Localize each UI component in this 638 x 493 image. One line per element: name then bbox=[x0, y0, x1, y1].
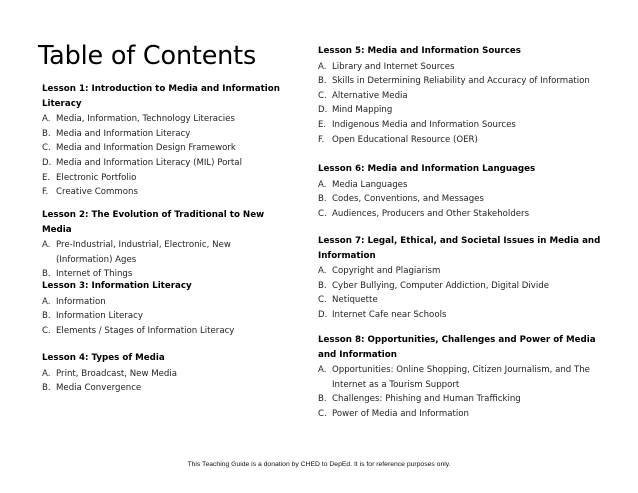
item-text: Skills in Determining Reliability and Accuracy of Information bbox=[332, 76, 590, 87]
list-item bbox=[318, 60, 614, 75]
item-letter: C. bbox=[42, 143, 51, 154]
item-text: Alternative Media bbox=[332, 90, 408, 101]
item-letter: B. bbox=[42, 311, 51, 322]
lesson-section bbox=[318, 162, 614, 221]
lesson-section bbox=[42, 279, 288, 338]
list-item bbox=[42, 381, 288, 396]
lesson-items bbox=[42, 112, 288, 200]
list-item bbox=[42, 141, 288, 156]
item-letter: D. bbox=[42, 157, 52, 168]
list-item bbox=[42, 238, 288, 267]
item-letter: B. bbox=[318, 194, 327, 205]
item-letter: A. bbox=[42, 240, 51, 251]
item-text: Open Educational Resource (OER) bbox=[332, 134, 478, 145]
list-item bbox=[42, 171, 288, 186]
lesson-section bbox=[42, 351, 288, 396]
lesson-items bbox=[318, 60, 614, 148]
item-text: Media Languages bbox=[332, 179, 408, 190]
lesson-title: Lesson 3: Information Literacy bbox=[42, 281, 192, 291]
lesson-items bbox=[318, 363, 614, 421]
item-text: Codes, Conventions, and Messages bbox=[332, 194, 484, 205]
item-letter: F. bbox=[318, 134, 325, 145]
item-letter: B. bbox=[318, 394, 327, 405]
item-text: Media and Information Design Framework bbox=[56, 143, 236, 154]
item-letter: A. bbox=[42, 368, 51, 379]
list-item bbox=[318, 74, 614, 89]
item-text: Library and Internet Sources bbox=[332, 61, 455, 72]
lesson-title: Lesson 4: Types of Media bbox=[42, 353, 165, 363]
list-item bbox=[318, 363, 614, 392]
lesson-title: Lesson 5: Media and Information Sources bbox=[318, 46, 521, 56]
item-text: Pre-Industrial, Industrial, Electronic, New (Information) Ages bbox=[56, 240, 231, 265]
item-text: Electronic Portfolio bbox=[56, 172, 137, 183]
item-text: Cyber Bullying, Computer Addiction, Digital Divide bbox=[332, 280, 550, 291]
item-text: Information Literacy bbox=[56, 311, 143, 322]
item-text: Indigenous Media and Information Sources bbox=[332, 119, 516, 130]
lesson-items bbox=[318, 264, 614, 322]
item-letter: B. bbox=[42, 383, 51, 394]
lesson-title: Lesson 6: Media and Information Languages bbox=[318, 164, 536, 174]
item-letter: C. bbox=[42, 325, 51, 336]
item-letter: E. bbox=[42, 172, 51, 183]
item-text: Internet Cafe near Schools bbox=[332, 309, 447, 320]
item-letter: C. bbox=[318, 295, 327, 306]
item-text: Information bbox=[56, 296, 106, 307]
item-letter: B. bbox=[42, 128, 51, 139]
item-text: Creative Commons bbox=[56, 187, 138, 198]
list-item bbox=[318, 293, 614, 308]
item-text: Audiences, Producers and Other Stakeholders bbox=[332, 208, 530, 219]
lesson-items bbox=[42, 295, 288, 339]
list-item bbox=[318, 103, 614, 118]
item-text: Media and Information Literacy (MIL) Portal bbox=[56, 157, 242, 168]
list-item bbox=[42, 295, 288, 310]
lesson-section bbox=[318, 44, 614, 147]
list-item bbox=[42, 112, 288, 127]
item-text: Media Convergence bbox=[56, 383, 142, 394]
list-item bbox=[318, 392, 614, 407]
lesson-title: Lesson 1: Introduction to Media and Information Literacy bbox=[42, 84, 280, 109]
list-item bbox=[318, 192, 614, 207]
item-letter: C. bbox=[318, 408, 327, 419]
list-item bbox=[42, 185, 288, 200]
item-text: Mind Mapping bbox=[332, 105, 393, 116]
item-text: Elements / Stages of Information Literacy bbox=[56, 325, 235, 336]
lesson-title: Lesson 2: The Evolution of Traditional to New Media bbox=[42, 210, 265, 235]
item-text: Media and Information Literacy bbox=[56, 128, 191, 139]
item-text: Power of Media and Information bbox=[332, 408, 469, 419]
item-letter: A. bbox=[318, 266, 327, 277]
item-text: Media, Information, Technology Literacies bbox=[56, 114, 235, 125]
item-letter: B. bbox=[318, 76, 327, 87]
item-letter: A. bbox=[42, 114, 51, 125]
lesson-items bbox=[42, 238, 288, 282]
item-letter: F. bbox=[42, 187, 49, 198]
lesson-section bbox=[42, 208, 288, 282]
lesson-items bbox=[42, 367, 288, 396]
list-item bbox=[42, 156, 288, 171]
list-item bbox=[318, 279, 614, 294]
item-letter: D. bbox=[318, 105, 328, 116]
lesson-section bbox=[42, 82, 288, 200]
item-letter: A. bbox=[318, 179, 327, 190]
lesson-title: Lesson 8: Opportunities, Challenges and Power of Media and Information bbox=[318, 335, 596, 360]
item-text: Copyright and Plagiarism bbox=[332, 266, 441, 277]
list-item bbox=[318, 178, 614, 193]
item-letter: A. bbox=[318, 365, 327, 376]
item-letter: C. bbox=[318, 208, 327, 219]
lesson-title: Lesson 7: Legal, Ethical, and Societal Issues in Media and Information bbox=[318, 236, 601, 261]
item-text: Netiquette bbox=[332, 295, 378, 306]
page-title: Table of Contents bbox=[38, 41, 257, 71]
list-item bbox=[318, 207, 614, 222]
item-letter: B. bbox=[318, 280, 327, 291]
item-letter: B. bbox=[42, 269, 51, 280]
footer-note: This Teaching Guide is a donation by CHED to DepEd. It is for reference purposes only. bbox=[187, 461, 451, 468]
list-item bbox=[318, 118, 614, 133]
item-text: Print, Broadcast, New Media bbox=[56, 368, 178, 379]
item-letter: E. bbox=[318, 119, 327, 130]
list-item bbox=[318, 407, 614, 422]
list-item bbox=[318, 89, 614, 104]
item-text: Opportunities: Online Shopping, Citizen Journalism, and The Internet as a Tourism Support bbox=[332, 365, 590, 390]
item-letter: A. bbox=[42, 296, 51, 307]
lesson-section bbox=[318, 333, 614, 422]
list-item bbox=[318, 133, 614, 148]
list-item bbox=[42, 309, 288, 324]
item-letter: D. bbox=[318, 309, 328, 320]
list-item bbox=[42, 324, 288, 339]
list-item bbox=[318, 308, 614, 323]
item-text: Challenges: Phishing and Human Trafficking bbox=[332, 394, 521, 405]
item-letter: A. bbox=[318, 61, 327, 72]
lesson-items bbox=[318, 178, 614, 222]
lesson-section bbox=[318, 234, 614, 323]
list-item bbox=[42, 127, 288, 142]
item-letter: C. bbox=[318, 90, 327, 101]
list-item bbox=[42, 367, 288, 382]
item-text: Internet of Things bbox=[56, 269, 133, 280]
list-item bbox=[318, 264, 614, 279]
